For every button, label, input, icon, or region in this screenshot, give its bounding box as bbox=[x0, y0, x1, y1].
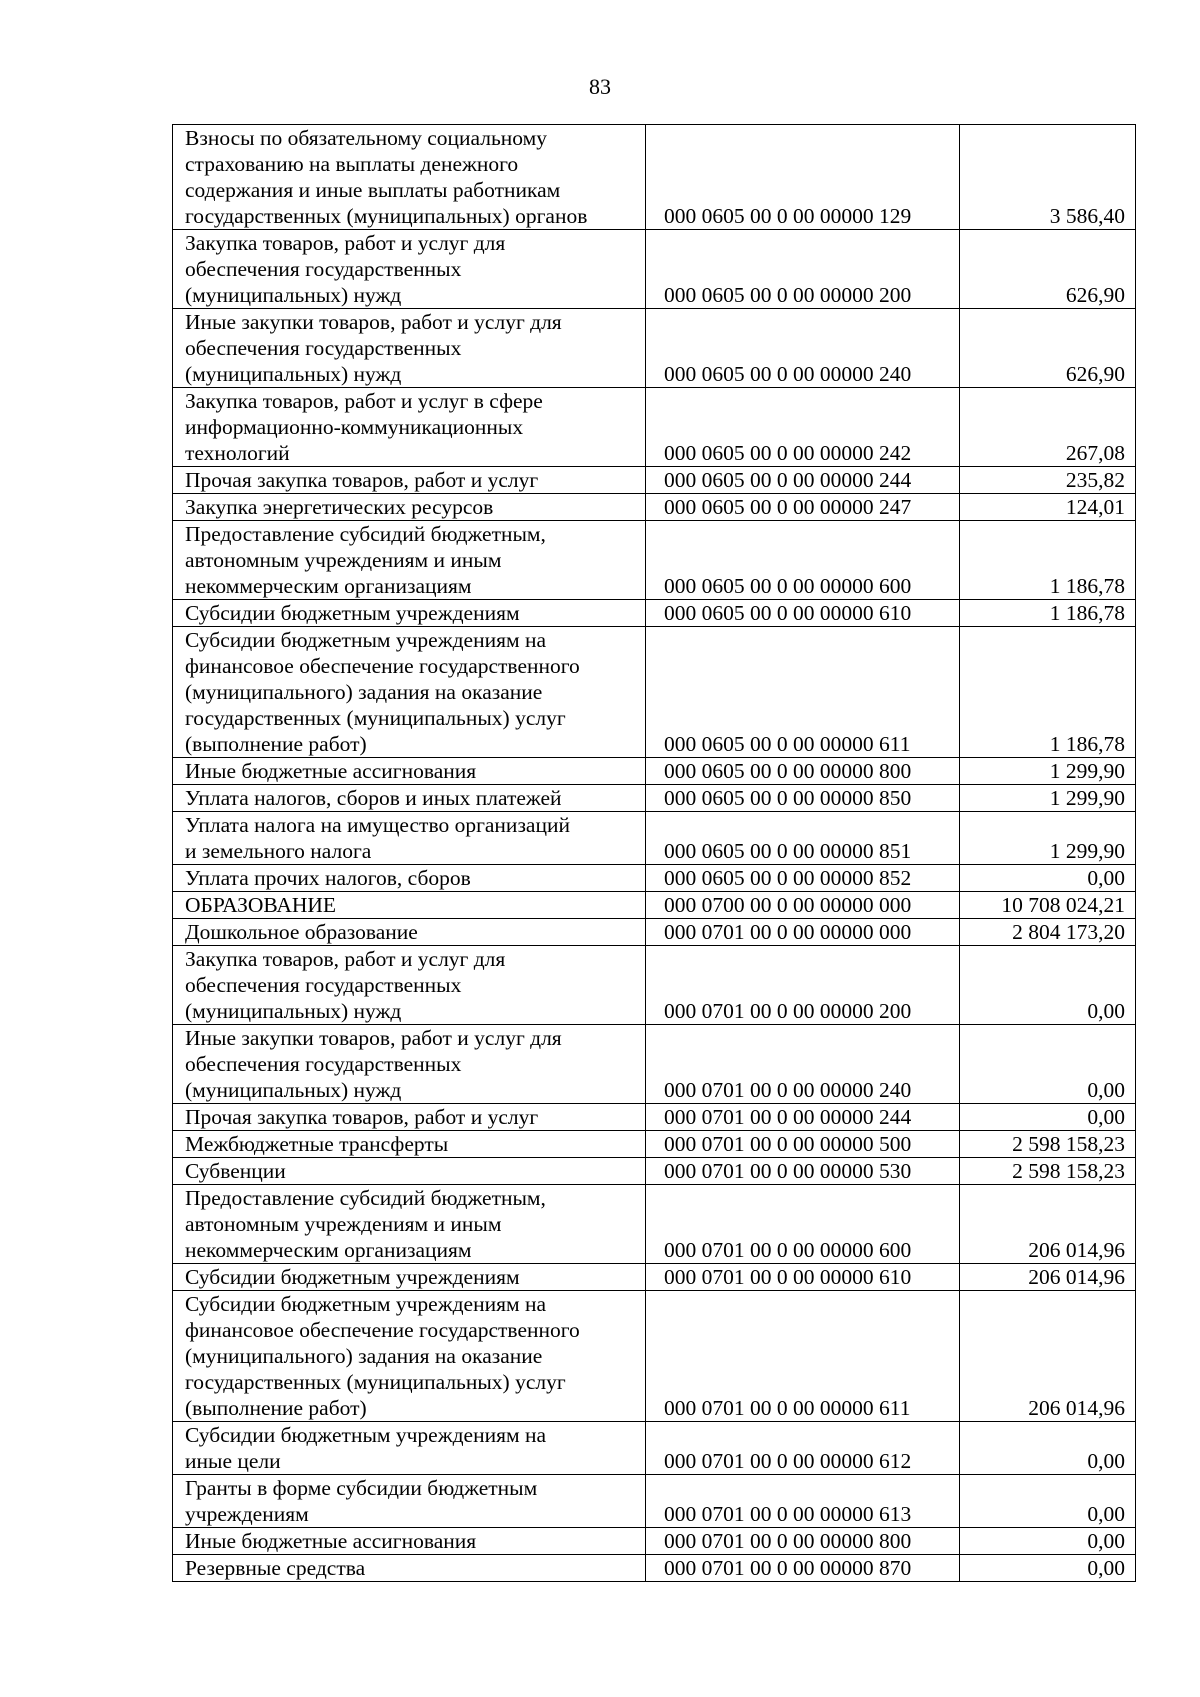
table-row bbox=[173, 230, 1136, 309]
row-code-cell: 000 0605 00 0 00 00000 244 bbox=[646, 467, 960, 494]
row-code-cell: 000 0701 00 0 00 00000 613 bbox=[646, 1475, 960, 1528]
row-name-cell: Прочая закупка товаров, работ и услуг bbox=[173, 1104, 646, 1131]
row-name-cell: Иные бюджетные ассигнования bbox=[173, 1528, 646, 1555]
page-number: 83 bbox=[589, 74, 611, 99]
row-name-cell: Закупка товаров, работ и услуг для обеспечения государственных (муниципальных) нужд bbox=[173, 230, 646, 309]
table-row bbox=[173, 1158, 1136, 1185]
row-code-cell: 000 0605 00 0 00 00000 850 bbox=[646, 785, 960, 812]
table-row bbox=[173, 521, 1136, 600]
row-name-cell: Иные закупки товаров, работ и услуг для обеспечения государственных (муниципальных) нужд bbox=[173, 1025, 646, 1104]
row-name-cell: Уплата налогов, сборов и иных платежей bbox=[173, 785, 646, 812]
row-code-cell: 000 0605 00 0 00 00000 852 bbox=[646, 865, 960, 892]
row-code-cell: 000 0701 00 0 00 00000 500 bbox=[646, 1131, 960, 1158]
table-row bbox=[173, 1104, 1136, 1131]
row-amount-cell: 0,00 bbox=[960, 946, 1136, 1025]
table-row bbox=[173, 1264, 1136, 1291]
budget-table bbox=[172, 124, 1136, 1582]
row-code-cell: 000 0605 00 0 00 00000 242 bbox=[646, 388, 960, 467]
row-amount-cell: 1 186,78 bbox=[960, 600, 1136, 627]
row-name-cell: ОБРАЗОВАНИЕ bbox=[173, 892, 646, 919]
row-code-cell: 000 0605 00 0 00 00000 611 bbox=[646, 627, 960, 758]
table-row bbox=[173, 758, 1136, 785]
row-code-cell: 000 0701 00 0 00 00000 610 bbox=[646, 1264, 960, 1291]
table-body bbox=[173, 125, 1136, 1582]
row-name-cell: Прочая закупка товаров, работ и услуг bbox=[173, 467, 646, 494]
row-amount-cell: 206 014,96 bbox=[960, 1264, 1136, 1291]
table-row bbox=[173, 919, 1136, 946]
row-amount-cell: 0,00 bbox=[960, 1528, 1136, 1555]
row-code-cell: 000 0701 00 0 00 00000 200 bbox=[646, 946, 960, 1025]
table-row bbox=[173, 1475, 1136, 1528]
table-row bbox=[173, 600, 1136, 627]
row-code-cell: 000 0701 00 0 00 00000 612 bbox=[646, 1422, 960, 1475]
row-amount-cell: 2 598 158,23 bbox=[960, 1158, 1136, 1185]
table-row bbox=[173, 1185, 1136, 1264]
table-row bbox=[173, 1528, 1136, 1555]
table-row bbox=[173, 388, 1136, 467]
row-name-cell: Иные закупки товаров, работ и услуг для обеспечения государственных (муниципальных) нужд bbox=[173, 309, 646, 388]
row-name-cell: Взносы по обязательному социальному страхованию на выплаты денежного содержания и иные выплаты работникам государственных (муниципальных) органов bbox=[173, 125, 646, 230]
table-row bbox=[173, 494, 1136, 521]
table-row bbox=[173, 785, 1136, 812]
row-code-cell: 000 0605 00 0 00 00000 129 bbox=[646, 125, 960, 230]
row-code-cell: 000 0701 00 0 00 00000 240 bbox=[646, 1025, 960, 1104]
row-amount-cell: 10 708 024,21 bbox=[960, 892, 1136, 919]
row-name-cell: Субсидии бюджетным учреждениям на финансовое обеспечение государственного (муниципального) задания на оказание государственных (муниципальных) услуг (выполнение работ) bbox=[173, 1291, 646, 1422]
row-name-cell: Дошкольное образование bbox=[173, 919, 646, 946]
row-amount-cell: 1 186,78 bbox=[960, 627, 1136, 758]
row-code-cell: 000 0701 00 0 00 00000 600 bbox=[646, 1185, 960, 1264]
row-name-cell: Межбюджетные трансферты bbox=[173, 1131, 646, 1158]
table-row bbox=[173, 125, 1136, 230]
row-name-cell: Предоставление субсидий бюджетным, автономным учреждениям и иным некоммерческим организациям bbox=[173, 1185, 646, 1264]
row-name-cell: Предоставление субсидий бюджетным, автономным учреждениям и иным некоммерческим организациям bbox=[173, 521, 646, 600]
row-code-cell: 000 0701 00 0 00 00000 000 bbox=[646, 919, 960, 946]
row-amount-cell: 0,00 bbox=[960, 865, 1136, 892]
row-name-cell: Субсидии бюджетным учреждениям bbox=[173, 600, 646, 627]
row-name-cell: Закупка товаров, работ и услуг в сфере информационно-коммуникационных технологий bbox=[173, 388, 646, 467]
row-code-cell: 000 0700 00 0 00 00000 000 bbox=[646, 892, 960, 919]
row-code-cell: 000 0605 00 0 00 00000 800 bbox=[646, 758, 960, 785]
table-row bbox=[173, 1422, 1136, 1475]
table-row bbox=[173, 309, 1136, 388]
row-name-cell: Уплата налога на имущество организаций и земельного налога bbox=[173, 812, 646, 865]
row-amount-cell: 206 014,96 bbox=[960, 1185, 1136, 1264]
row-code-cell: 000 0605 00 0 00 00000 610 bbox=[646, 600, 960, 627]
row-amount-cell: 0,00 bbox=[960, 1422, 1136, 1475]
row-code-cell: 000 0701 00 0 00 00000 800 bbox=[646, 1528, 960, 1555]
row-amount-cell: 3 586,40 bbox=[960, 125, 1136, 230]
row-code-cell: 000 0605 00 0 00 00000 240 bbox=[646, 309, 960, 388]
table-row bbox=[173, 1025, 1136, 1104]
row-amount-cell: 0,00 bbox=[960, 1104, 1136, 1131]
table-row bbox=[173, 892, 1136, 919]
row-code-cell: 000 0701 00 0 00 00000 611 bbox=[646, 1291, 960, 1422]
row-name-cell: Субсидии бюджетным учреждениям bbox=[173, 1264, 646, 1291]
row-code-cell: 000 0605 00 0 00 00000 200 bbox=[646, 230, 960, 309]
row-amount-cell: 626,90 bbox=[960, 230, 1136, 309]
row-amount-cell: 626,90 bbox=[960, 309, 1136, 388]
table-row bbox=[173, 865, 1136, 892]
row-name-cell: Уплата прочих налогов, сборов bbox=[173, 865, 646, 892]
row-name-cell: Иные бюджетные ассигнования bbox=[173, 758, 646, 785]
row-name-cell: Субсидии бюджетным учреждениям на иные цели bbox=[173, 1422, 646, 1475]
row-amount-cell: 1 299,90 bbox=[960, 812, 1136, 865]
row-amount-cell: 2 804 173,20 bbox=[960, 919, 1136, 946]
row-name-cell: Субсидии бюджетным учреждениям на финансовое обеспечение государственного (муниципального) задания на оказание государственных (муниципальных) услуг (выполнение работ) bbox=[173, 627, 646, 758]
row-name-cell: Закупка энергетических ресурсов bbox=[173, 494, 646, 521]
row-name-cell: Закупка товаров, работ и услуг для обеспечения государственных (муниципальных) нужд bbox=[173, 946, 646, 1025]
row-name-cell: Резервные средства bbox=[173, 1555, 646, 1582]
row-code-cell: 000 0701 00 0 00 00000 870 bbox=[646, 1555, 960, 1582]
table-row bbox=[173, 627, 1136, 758]
row-amount-cell: 0,00 bbox=[960, 1025, 1136, 1104]
row-amount-cell: 235,82 bbox=[960, 467, 1136, 494]
row-amount-cell: 124,01 bbox=[960, 494, 1136, 521]
table-row bbox=[173, 467, 1136, 494]
row-amount-cell: 0,00 bbox=[960, 1475, 1136, 1528]
row-code-cell: 000 0701 00 0 00 00000 244 bbox=[646, 1104, 960, 1131]
row-amount-cell: 1 186,78 bbox=[960, 521, 1136, 600]
table-row bbox=[173, 1291, 1136, 1422]
row-code-cell: 000 0605 00 0 00 00000 600 bbox=[646, 521, 960, 600]
row-amount-cell: 2 598 158,23 bbox=[960, 1131, 1136, 1158]
row-amount-cell: 1 299,90 bbox=[960, 758, 1136, 785]
row-amount-cell: 267,08 bbox=[960, 388, 1136, 467]
row-code-cell: 000 0605 00 0 00 00000 247 bbox=[646, 494, 960, 521]
row-name-cell: Гранты в форме субсидии бюджетным учреждениям bbox=[173, 1475, 646, 1528]
row-name-cell: Субвенции bbox=[173, 1158, 646, 1185]
table-row bbox=[173, 1131, 1136, 1158]
row-amount-cell: 206 014,96 bbox=[960, 1291, 1136, 1422]
row-amount-cell: 0,00 bbox=[960, 1555, 1136, 1582]
row-amount-cell: 1 299,90 bbox=[960, 785, 1136, 812]
row-code-cell: 000 0605 00 0 00 00000 851 bbox=[646, 812, 960, 865]
row-code-cell: 000 0701 00 0 00 00000 530 bbox=[646, 1158, 960, 1185]
table-row bbox=[173, 946, 1136, 1025]
table-row bbox=[173, 812, 1136, 865]
table-row bbox=[173, 1555, 1136, 1582]
